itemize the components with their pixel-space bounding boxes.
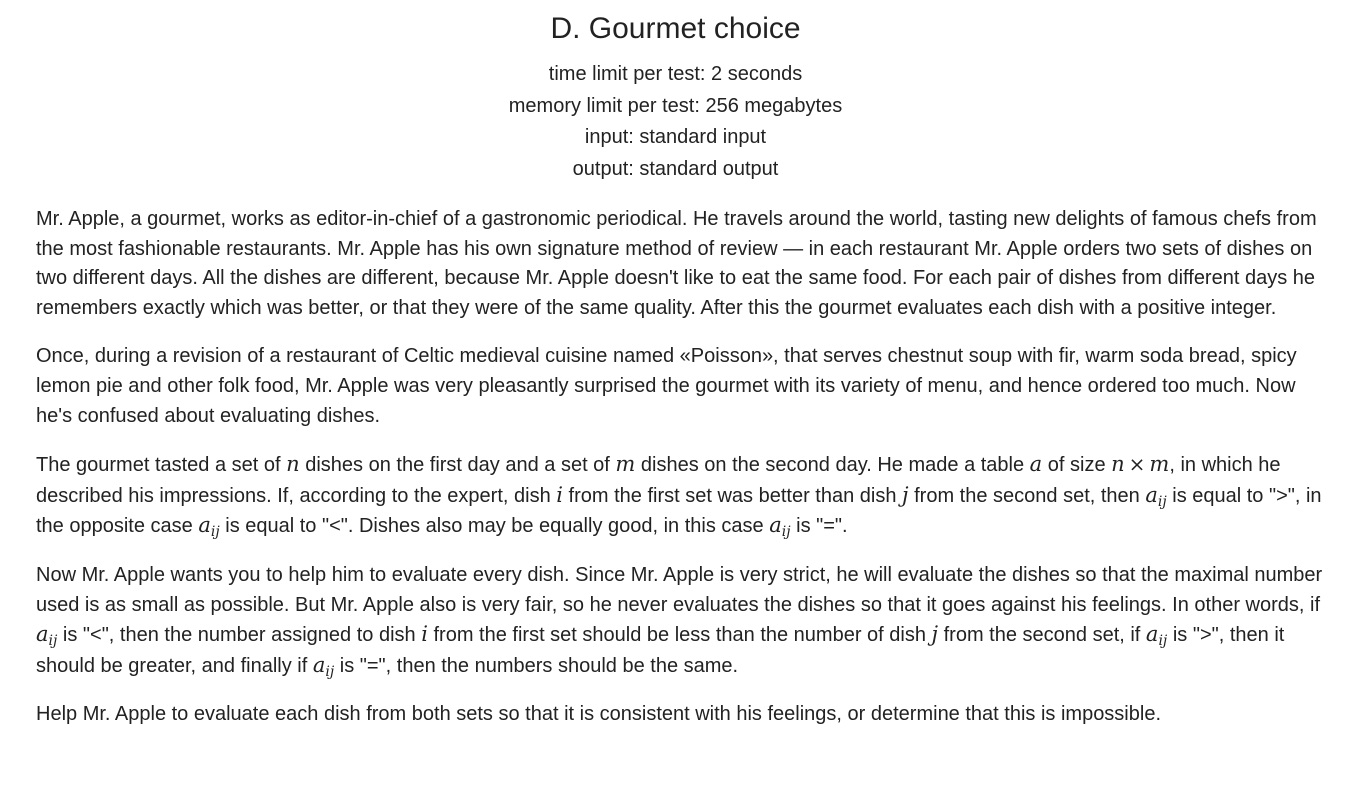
math-a-base: a	[36, 622, 49, 647]
paragraph-4	[36, 561, 1331, 681]
text-segment: , in which he described his impressions. If, according to the expert, dish	[36, 454, 1281, 507]
text-segment: The gourmet tasted a set of	[36, 454, 287, 477]
text-segment: is "<", then the number assigned to dish	[57, 624, 422, 647]
math-a: a	[1029, 452, 1043, 477]
math-a-base: a	[198, 513, 211, 538]
time-limit: time limit per test: 2 seconds	[548, 63, 803, 85]
math-a-ij	[36, 622, 58, 650]
text-segment: from the first set was better than dish	[562, 484, 903, 507]
math-a-base: a	[312, 652, 326, 677]
math-subscript: ij	[1157, 493, 1167, 510]
paragraph-2: Once, during a revision of a restaurant of Celtic medieval cuisine named «Poisson», that serves chestnut soup with fir, warm soda bread, spicy lemon pie and other folk food, Mr. Apple was very pleasantly surprised the gourmet with its variety of menu, and hence ordered too much. Now he's confused about evaluating dishes.	[36, 345, 1297, 427]
math-subscript: ij	[210, 524, 220, 541]
text-segment: is equal to "<". Dishes also may be equally good, in this case	[219, 515, 770, 538]
input-spec: input: standard input	[584, 126, 767, 148]
text-segment: is "=", then the numbers should be the same.	[334, 654, 739, 677]
text-segment: of size	[1042, 454, 1112, 477]
problem-header	[0, 0, 1351, 185]
text-segment: is equal to ">", in the opposite case	[36, 484, 1322, 538]
problem-title: D. Gourmet choice	[550, 12, 801, 45]
math-subscript: ij	[48, 633, 58, 650]
text-segment: Now Mr. Apple wants you to help him to evaluate every dish. Since Mr. Apple is very strict, he will evaluate the dishes so that the maximal number used is as small as possible. But Mr. Apple also is very fair, so he never evaluates the dishes so that it goes against his feelings. In other words, if	[36, 563, 1323, 616]
math-subscript: ij	[781, 524, 791, 541]
text-segment: from the second set, if	[938, 624, 1146, 647]
math-m: m	[1149, 452, 1170, 477]
math-i: i	[421, 622, 428, 647]
math-m: m	[615, 452, 636, 477]
math-subscript: ij	[1158, 633, 1168, 650]
math-a-ij	[312, 652, 335, 680]
text-segment: from the first set should be less than the number of dish	[427, 624, 932, 647]
text-segment: dishes on the second day. He made a table	[635, 454, 1030, 477]
math-j: j	[902, 482, 909, 507]
math-n: n	[286, 452, 300, 477]
text-segment: is ">", then it should be greater, and finally if	[36, 624, 1285, 677]
memory-limit: memory limit per test: 256 megabytes	[508, 94, 843, 117]
math-a-base: a	[1145, 622, 1159, 647]
text-segment: from the second set, then	[908, 484, 1146, 507]
problem-limits	[0, 59, 1351, 185]
paragraph-3	[36, 450, 1331, 542]
text-segment: is "=".	[790, 515, 848, 538]
paragraph-1: Mr. Apple, a gourmet, works as editor-in-chief of a gastronomic periodical. He travels around the world, tasting new delights of famous chefs from the most fashionable restaurants. Mr. Apple has his own signature method of review — in each restaurant Mr. Apple orders two sets of dishes on two different days. All the dishes are different, because Mr. Apple doesn't like to eat the same food. For each pair of dishes from different days he remembers exactly which was better, or that they were of the same quality. After this the gourmet evaluates each dish with a positive integer.	[36, 208, 1317, 319]
math-i: i	[556, 482, 563, 507]
math-a-ij	[769, 513, 791, 541]
math-a-ij	[1145, 482, 1167, 510]
text-segment: dishes on the first day and a set of	[299, 454, 616, 477]
output-spec: output: standard output	[572, 157, 779, 180]
statement-body	[36, 205, 1331, 730]
math-a-base: a	[1145, 482, 1158, 507]
math-j: j	[931, 622, 939, 647]
math-subscript: ij	[325, 663, 335, 680]
paragraph-5: Help Mr. Apple to evaluate each dish from both sets so that it is consistent with his feelings, or determine that this is impossible.	[36, 703, 1161, 726]
math-a-base: a	[769, 513, 782, 538]
math-a-ij	[198, 513, 220, 541]
math-n: n	[1111, 452, 1125, 477]
math-times: ×	[1128, 452, 1146, 477]
math-a-ij	[1145, 622, 1168, 650]
